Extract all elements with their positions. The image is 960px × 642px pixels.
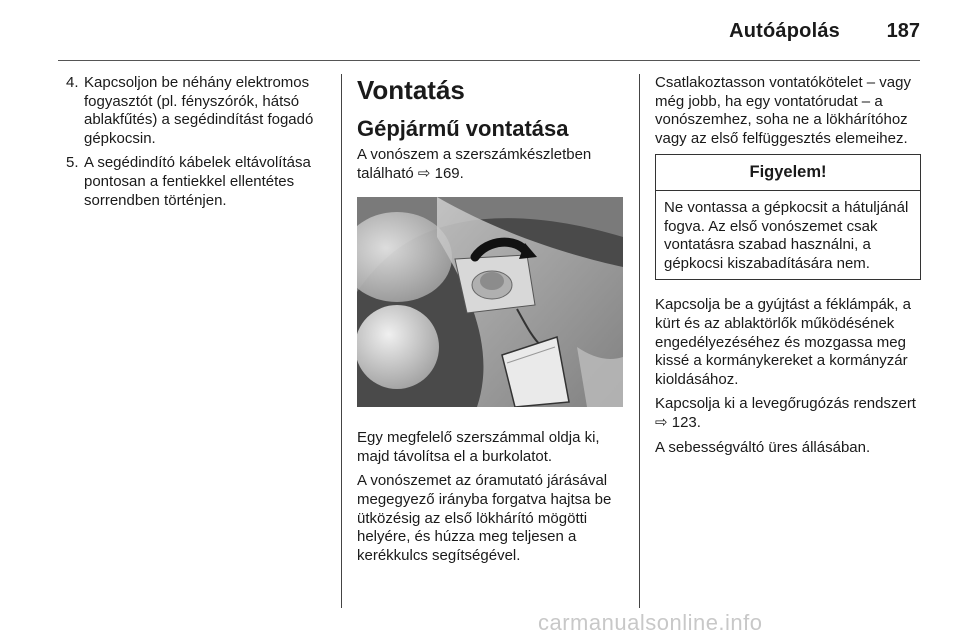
warning-title: Figyelem! <box>656 155 920 191</box>
paragraph: A vonószemet az óramutató járásával megegyező irányba forgatva hajtsa be ütközésig az első lökhárító mögötti helyére, és húzza meg teljesen a kerékkulcs segítségével. <box>357 472 612 564</box>
column-3 <box>655 74 927 463</box>
paragraph: Kapcsolja be a gyújtást a féklámpák, a kürt és az ablaktörlők működésének engedélyezéséhez és mozgassa meg kissé a kormánykereket a kormányzár kioldásához. <box>655 296 911 388</box>
paragraph: Egy megfelelő szerszámmal oldja ki, majd távolítsa el a burkolatot. <box>357 429 600 465</box>
towing-eye-illustration <box>357 197 623 407</box>
list-item <box>60 74 332 148</box>
column-divider-left <box>341 74 342 608</box>
warning-text: Ne vontassa a gépkocsit a hátuljánál fogva. Az első vonószemet csak vontatásra szabad használni, a gépkocsi kiszabadítására nem. <box>664 198 909 272</box>
step-text: Kapcsoljon be néhány elektromos fogyasztót (pl. fényszórók, hátsó ablakfűtés) a segédindítást fogadó gépkocsin. <box>84 74 314 147</box>
step-list <box>60 74 332 210</box>
paragraph: Csatlakoztasson vontatókötelet – vagy még jobb, ha egy vontatórudat – a vonószemhez, soha ne a lökhárítóhoz vagy az első felfüggesztés elemeihez. <box>655 74 911 147</box>
paragraph: Kapcsolja ki a levegőrugózás rendszert ⇨ 123. <box>655 395 916 431</box>
paragraph: A sebességváltó üres állásában. <box>655 438 871 456</box>
column-divider-right <box>639 74 640 608</box>
chapter-heading: Vontatás <box>357 75 465 105</box>
section-heading: Gépjármű vontatása <box>357 116 569 141</box>
column-1 <box>60 74 332 216</box>
page-number: 187 <box>886 20 920 42</box>
page-header <box>0 14 960 50</box>
header-rule <box>58 60 920 61</box>
section-title: Autóápolás <box>729 20 840 42</box>
step-number: 4. <box>66 74 79 91</box>
watermark-text: carmanualsonline.info <box>538 610 763 635</box>
step-number: 5. <box>66 154 79 172</box>
column-2 <box>357 74 629 571</box>
warning-box <box>655 154 921 280</box>
illustration-svg <box>357 197 623 407</box>
step-text: A segédindító kábelek eltávolítása pontosan a fentiekkel ellentétes sorrendben történjen. <box>84 154 311 209</box>
list-item <box>60 154 332 210</box>
intro-paragraph: A vonószem a szerszámkészletben található ⇨ 169. <box>357 146 592 182</box>
